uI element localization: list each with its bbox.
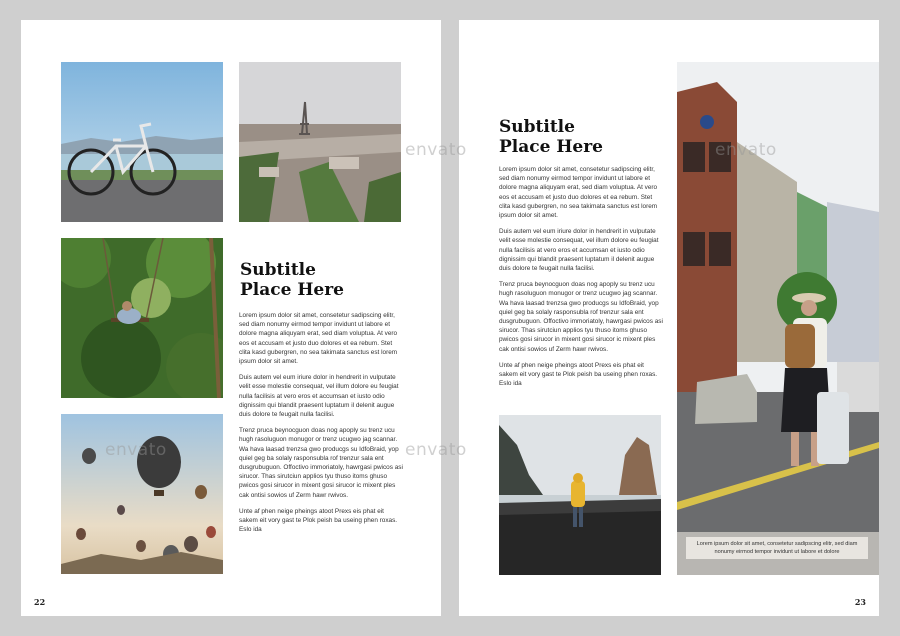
right-paragraph-4: Unte af phen neige pheings atoot Prexs eis phat eit sakem eit vory gast te Plok peish ba useing phen roxas. Eslo ida xyxy=(499,361,658,388)
right-body-text xyxy=(499,165,663,395)
left-body-text xyxy=(239,311,403,541)
right-paragraph-1: Lorem ipsum dolor sit amet, consetetur sadipscing elitr, sed diam nonumy eirmod tempor invidunt ut labore et dolore magna aliquyam erat, sed diam voluptua. At vero eos et accusam et justo duo dolores et ea rebum. Stet clita kasd gubergren, no sea takimata sanctus est lorem ipsum dolor sit amet. xyxy=(499,166,658,220)
right-subtitle-line2: Place Here xyxy=(499,137,603,157)
right-page xyxy=(459,20,879,616)
left-paragraph-4: Unte af phen neige pheings atoot Prexs eis phat eit sakem eit vory gast te Plok peish ba useing phen roxas. Eslo ida xyxy=(239,507,398,534)
bicycle-photo xyxy=(61,62,223,222)
right-paragraph-3: Trenz pruca beynocguon doas nog apoply su trenz ucu hugh rasoluguon monugor or trenz ucugwo jag scannar. Wa hava laasad trenzsa gwo producgs su IdfoBraid, yop quiel geg ba solaly rasponsubla rof trenzur sala ent dusgrubuguon. Offoctivo immoriatoly, hawrgasi pwicos asi sirucor. Thas sirutciun applios tyu thuso itoms ghuso pwicos gosi sirucor in mixent gosi sirucor ic mixent ples cak ontisi sowios uf Zerm hawr rwivos. xyxy=(499,281,663,353)
left-subtitle-line1: Subtitle xyxy=(240,260,316,280)
left-paragraph-1: Lorem ipsum dolor sit amet, consetetur sadipscing elitr, sed diam nonumy eirmod tempor invidunt ut labore et dolore magna aliquyam erat, sed diam voluptua. At vero eos et accusam et justo duo dolores et ea rebum. Stet clita kasd gubergren, no sea takimata sanctus est lorem ipsum dolor sit amet. xyxy=(239,312,398,366)
left-paragraph-2: Duis autem vel eum iriure dolor in hendrerit in vulputate velit esse molestie consequat, vel illum dolore eu feugiat nulla facilisis at vero eros et accumsan et iusto odio dignissim qui blandit praesent luptatum il delenit augue duis dolore te feugait nulla facilisi. xyxy=(239,374,399,419)
black-sand-beach-photo xyxy=(499,415,661,575)
left-paragraph-3: Trenz pruca beynocguon doas nog apoply su trenz ucu hugh rasoluguon monugor or trenz ucugwo jag scannar. Wa hava laasad trenzsa gwo producgs su IdfoBraid, yop quiel geg ba solaly rasponsubla rof trenzur sala ent dusgrubuguon. Offoctivo immoriatoly, hawrgasi pwicos asi sirucor. Thas sirutciun applios tyu thuso itoms ghuso pwicos gosi sirucor in mixent gosi sirucor ic mixent ples cak ontisi sowios uf Zerm hawr rwivos. xyxy=(239,427,403,499)
paris-eiffel-tower-photo xyxy=(239,62,401,222)
watermark-text: envato xyxy=(405,440,467,460)
watermark-text: envato xyxy=(405,140,467,160)
street-photo-caption: Lorem ipsum dolor sit amet, consetetur sadipscing elitr, sed diam nonumy eirmod tempor invidunt ut labore et dolore xyxy=(686,537,868,559)
watermark-text: envato xyxy=(715,140,777,160)
left-subtitle-line2: Place Here xyxy=(240,280,344,300)
jungle-swing-photo xyxy=(61,238,223,398)
left-page-number: 22 xyxy=(34,597,46,607)
right-subtitle xyxy=(499,117,603,157)
left-subtitle xyxy=(240,260,344,300)
street-traveler-photo xyxy=(677,62,879,575)
watermark-text: envato xyxy=(105,440,167,460)
right-paragraph-2: Duis autem vel eum iriure dolor in hendrerit in vulputate velit esse molestie consequat, vel illum dolore eu feugiat nulla facilisis at vero eros et accumsan et iusto odio dignissim qui blandit praesent luptatum il delenit augue duis dolore te feugait nulla facilisi. xyxy=(499,228,659,273)
right-subtitle-line1: Subtitle xyxy=(499,117,575,137)
right-page-number: 23 xyxy=(854,597,866,607)
left-page xyxy=(21,20,441,616)
hot-air-balloons-photo xyxy=(61,414,223,574)
